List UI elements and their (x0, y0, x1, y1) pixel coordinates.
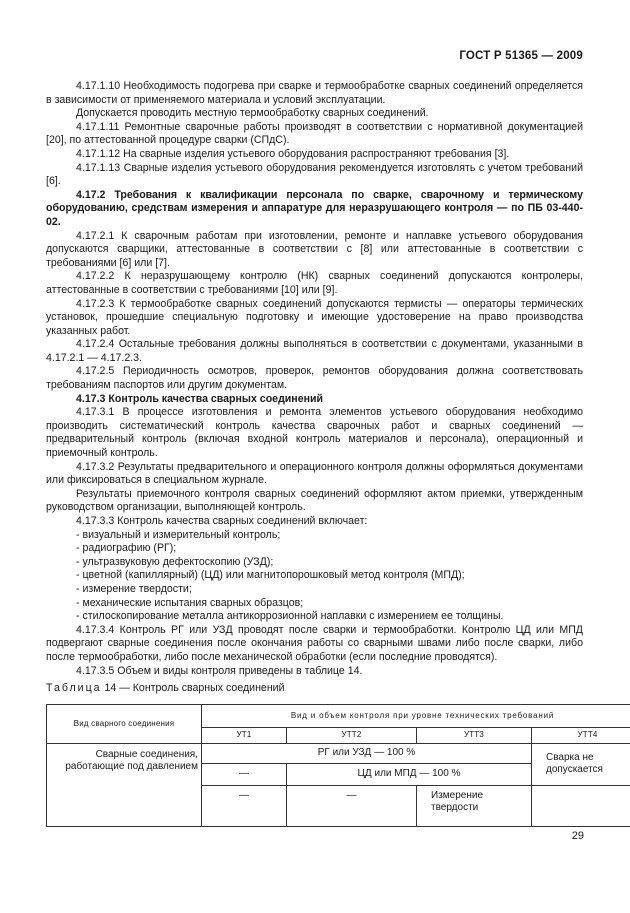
heading-4-17-2: 4.17.2 Требования к квалификации персонала по сварке, сварочному и термическому оборудованию, средствам измерения и аппаратуре для неразрушающего контроля — по ПБ 03-440-02. (46, 188, 583, 228)
paragraph-acceptance-results: Результаты приемочного контроля сварных соединений оформляют актом приемки, утвержденным руководством организации, выполняющей контроль. (46, 487, 583, 514)
paragraph-4-17-3-3: 4.17.3.3 Контроль качества сварных соединений включает: (76, 515, 368, 527)
page-number: 29 (571, 830, 584, 842)
list-item: - механические испытания сварных образцов; (76, 596, 304, 609)
paragraph-4-17-2-4: 4.17.2.4 Остальные требования должны выполняться в соответствии с документами, указанными в 4.17.2.1 — 4.17.2.3. (46, 338, 583, 364)
paragraph-4-17-1-12: 4.17.1.12 На сварные изделия устьевого оборудования распространяют требования [3]. (76, 147, 510, 160)
list-item: - радиографию (РГ); (76, 542, 177, 555)
header-level-ut1: УТ1 (202, 727, 287, 743)
paragraph-4-17-3-2: 4.17.3.2 Результаты предварительного и операционного контроля должны оформляться документами или фиксироваться в специальном журнале. (46, 460, 583, 487)
cell-ut1-dash-2: — (202, 785, 287, 826)
cell-ut1-dash: — (202, 763, 287, 785)
paragraph-4-17-2-5: 4.17.2.5 Периодичность осмотров, проверок, ремонтов оборудования должна соответствовать требованиям паспортов или другим документам. (46, 365, 583, 392)
list-item: - стилоскопирование металла антикоррозионной наплавки с измерением ее толщины. (76, 610, 504, 623)
paragraph-4-17-2-1: 4.17.2.1 К сварочным работам при изготовлении, ремонте и наплавке устьевого оборудования допускаются сварщики, аттестованные в соответствии с [8] или аттестованные в соответствии с требованиями [6] или [7]. (46, 229, 583, 269)
list-item: - измерение твердости; (76, 582, 192, 595)
cell-rg-uzd: РГ или УЗД — 100 % (202, 743, 532, 763)
heading-4-17-3: 4.17.3 Контроль качества сварных соединений (76, 392, 324, 405)
paragraph-4-17-2-2: 4.17.2.2 К неразрушающему контролю (НК) сварных соединений допускаются контролеры, аттестованные в соответствии с требованиями [10] или [9]. (46, 270, 583, 296)
cell-hardness-measurement: Измерение твердости (417, 785, 532, 826)
paragraph-4-17-3-5: 4.17.3.5 Объем и виды контроля приведены в таблице 14. (76, 664, 363, 677)
paragraph-4-17-1-10: 4.17.1.10 Необходимость подогрева при сварке и термообработке сварных соединений определяется в зависимости от применяемого материала и условий эксплуатации. (46, 80, 583, 106)
cell-welding-not-allowed: Сварка не допускается (532, 743, 630, 785)
table-header-row (47, 704, 630, 727)
standard-header: ГОСТ Р 51365 — 2009 (459, 50, 583, 62)
paragraph-local-heat-treatment: Допускается проводить местную термообработку сварных соединений. (76, 107, 429, 120)
paragraph-4-17-2-3: 4.17.2.3 К термообработке сварных соединений допускаются термисты — операторы термических установок, прошедшие специальную подготовку и имеющие удостоверение на право производства указанных работ. (46, 297, 583, 337)
header-level-utt3: УТТ3 (417, 727, 532, 743)
table-row (47, 743, 630, 763)
paragraph-4-17-3-4: 4.17.3.4 Контроль РГ или УЗД проводят после сварки и термообработки. Контролю ЦД или МПД подвергают сварные соединения после окончания работы со сварными швами либо после сварки, либо после термообработки, либо после механической обработки (если последние проводятся). (46, 623, 583, 663)
paragraph-4-17-3-1: 4.17.3.1 В процессе изготовления и ремонта элементов устьевого оборудования необходимо производить систематический контроль качества сварочных работ и сварных соединений — предварительный контроль (включая входной контроль материалов и персонала), операционный и приемочный контроль. (46, 406, 583, 460)
header-joint-type: Вид сварного соединения (47, 704, 202, 743)
header-level-utt2: УТТ2 (287, 727, 417, 743)
table-caption-prefix: Таблица (46, 682, 102, 695)
row-joint-name: Сварные соединения, работающие под давлением (47, 743, 202, 826)
list-item: - ультразвуковую дефектоскопию (УЗД); (76, 555, 274, 568)
cell-cd-mpd: ЦД или МПД — 100 % (287, 763, 532, 785)
list-item: - цветной (капиллярный) (ЦД) или магнитопорошковый метод контроля (МПД); (76, 569, 465, 582)
document-body (46, 80, 603, 827)
header-control-group: Вид и объем контроля при уровне технических требований (202, 704, 630, 727)
paragraph-4-17-1-11: 4.17.1.11 Ремонтные сварочные работы производят в соответствии с нормативной документацией [20], по аттестованной процедуре сварки (СПдС). (46, 120, 583, 147)
weld-control-table (46, 704, 630, 827)
cell-utt4-empty (532, 785, 630, 826)
header-level-utt4: УТТ4 (532, 727, 630, 743)
cell-utt2-dash: — (287, 785, 417, 826)
table-caption-title: 14 — Контроль сварных соединений (101, 682, 285, 695)
paragraph-4-17-1-13: 4.17.1.13 Сварные изделия устьевого оборудования рекомендуется изготовлять с учетом требований [6]. (46, 161, 583, 188)
table-caption (46, 682, 583, 696)
list-item: - визуальный и измерительный контроль; (76, 528, 281, 541)
